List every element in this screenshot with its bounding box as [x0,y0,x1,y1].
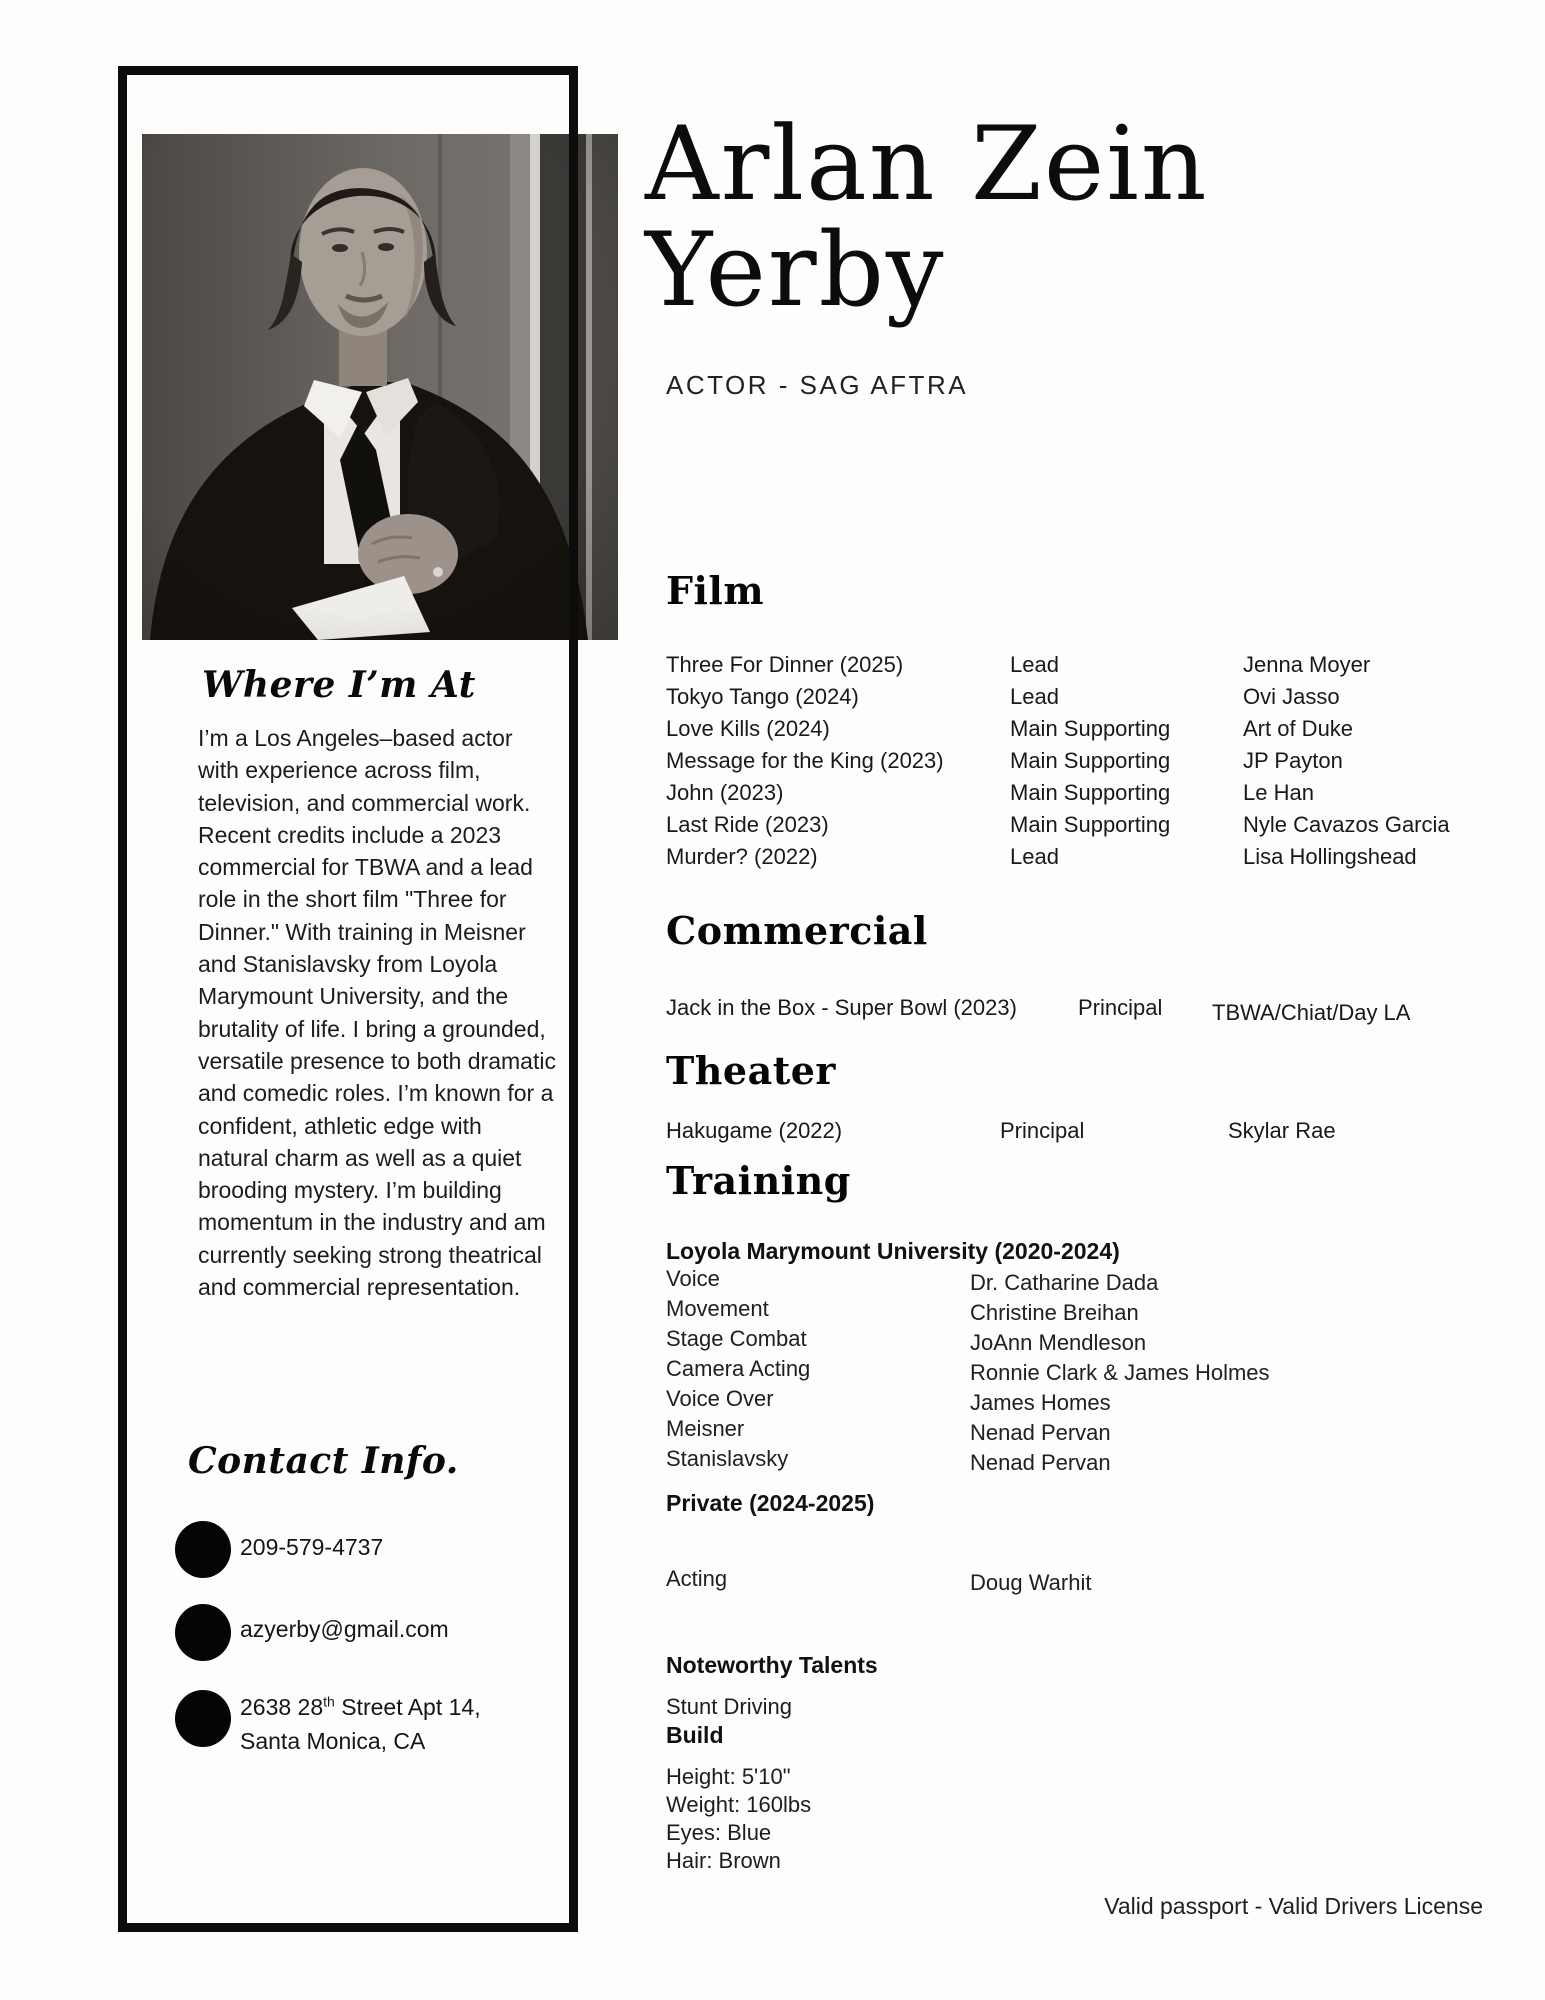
address-street: Street Apt 14, [334,1694,481,1720]
training-instructor: Nenad Pervan [970,1420,1111,1445]
film-role: Main Supporting [1010,716,1171,741]
email-icon [175,1604,231,1661]
film-role: Main Supporting [1010,812,1171,837]
film-role: Lead [1010,652,1059,677]
training-skill: Stanislavsky [666,1446,789,1471]
email-address: azyerby@gmail.com [240,1616,449,1642]
build-heading: Build [666,1722,724,1748]
training-skill: Acting [666,1566,728,1591]
film-title: Love Kills (2024) [666,716,830,741]
film-contact: Art of Duke [1243,716,1354,741]
training-instructor: JoAnn Mendleson [970,1330,1147,1355]
film-contact: Ovi Jasso [1243,684,1340,709]
portrait-photo-graphic [142,134,618,640]
training-instructor: Christine Breihan [970,1300,1139,1325]
theater-heading: Theater [666,1048,836,1093]
film-title: Murder? (2022) [666,844,818,869]
training-skill: Voice [666,1266,720,1291]
name-line-2: Yerby [645,211,946,330]
training-skill: Stage Combat [666,1326,807,1351]
film-title: John (2023) [666,780,784,805]
build-weight: Weight: 160lbs [666,1792,812,1817]
film-contact: JP Payton [1243,748,1343,773]
name-line-1: Arlan Zein [645,105,1209,224]
film-role: Lead [1010,844,1059,869]
film-role: Lead [1010,684,1059,709]
address-line-1 [240,1694,481,1721]
commercial-heading: Commercial [666,908,928,953]
bio-paragraph: I’m a Los Angeles–based actor with experience across film, television, and commercial work. Recent credits include a 2023 commercial for TBWA and a lead role in the short film "Three for Dinner." With training in Meisner and Stanislavsky from Loyola Marymount University, and the brutality of life. I bring a grounded, versatile presence to both dramatic and comedic roles. I’m known for a confident, athletic edge with natural charm as well as a quiet brooding mystery. I’m building momentum in the industry and am currently seeking strong theatrical and commercial representation. [198,725,556,1301]
phone-number: 209-579-4737 [240,1534,384,1560]
theater-role: Principal [1000,1118,1085,1143]
commercial-title: Jack in the Box - Super Bowl (2023) [666,995,1017,1020]
training-instructor: Dr. Catharine Dada [970,1270,1159,1295]
training-instructor: Doug Warhit [970,1570,1092,1595]
training-skill: Movement [666,1296,769,1321]
film-role: Main Supporting [1010,748,1171,773]
theater-title: Hakugame (2022) [666,1118,843,1143]
theater-contact: Skylar Rae [1228,1118,1336,1143]
training-instructor: Ronnie Clark & James Holmes [970,1360,1270,1385]
talent-item: Stunt Driving [666,1694,792,1719]
training-skill: Camera Acting [666,1356,811,1381]
film-contact: Le Han [1243,780,1314,805]
address-line-2: Santa Monica, CA [240,1728,426,1754]
film-title: Last Ride (2023) [666,812,829,837]
training-instructor: Nenad Pervan [970,1450,1111,1475]
film-contact: Jenna Moyer [1243,652,1371,677]
training-private-label: Private (2024-2025) [666,1490,875,1516]
build-height: Height: 5'10" [666,1764,791,1789]
film-title: Message for the King (2023) [666,748,944,773]
address-icon [175,1690,231,1747]
portrait-photo [142,134,618,640]
film-role: Main Supporting [1010,780,1171,805]
training-skill: Meisner [666,1416,745,1441]
address-number: 2638 28 [240,1694,324,1720]
training-skill: Voice Over [666,1386,774,1411]
build-eyes: Eyes: Blue [666,1820,772,1845]
page-title [645,105,1505,330]
film-contact: Nyle Cavazos Garcia [1243,812,1450,837]
commercial-role: Principal [1078,995,1163,1020]
phone-icon [175,1521,231,1578]
build-hair: Hair: Brown [666,1848,781,1873]
noteworthy-talents-heading: Noteworthy Talents [666,1652,878,1678]
where-im-at-heading: Where I’m At [202,664,476,706]
training-group-label: Loyola Marymount University (2020-2024) [666,1238,1120,1264]
film-title: Three For Dinner (2025) [666,652,904,677]
role-subtitle: ACTOR - SAG AFTRA [666,370,969,400]
address-ordinal: th [323,1693,335,1710]
build-stats [666,1764,811,1876]
film-contact: Lisa Hollingshead [1243,844,1417,869]
commercial-contact: TBWA/Chiat/Day LA [1212,1000,1411,1025]
film-heading: Film [666,568,765,613]
contact-info-heading: Contact Info. [188,1440,459,1482]
training-heading: Training [666,1158,851,1203]
film-title: Tokyo Tango (2024) [666,684,859,709]
training-instructor: James Homes [970,1390,1111,1415]
footer-note: Valid passport - Valid Drivers License [1104,1893,1483,1919]
